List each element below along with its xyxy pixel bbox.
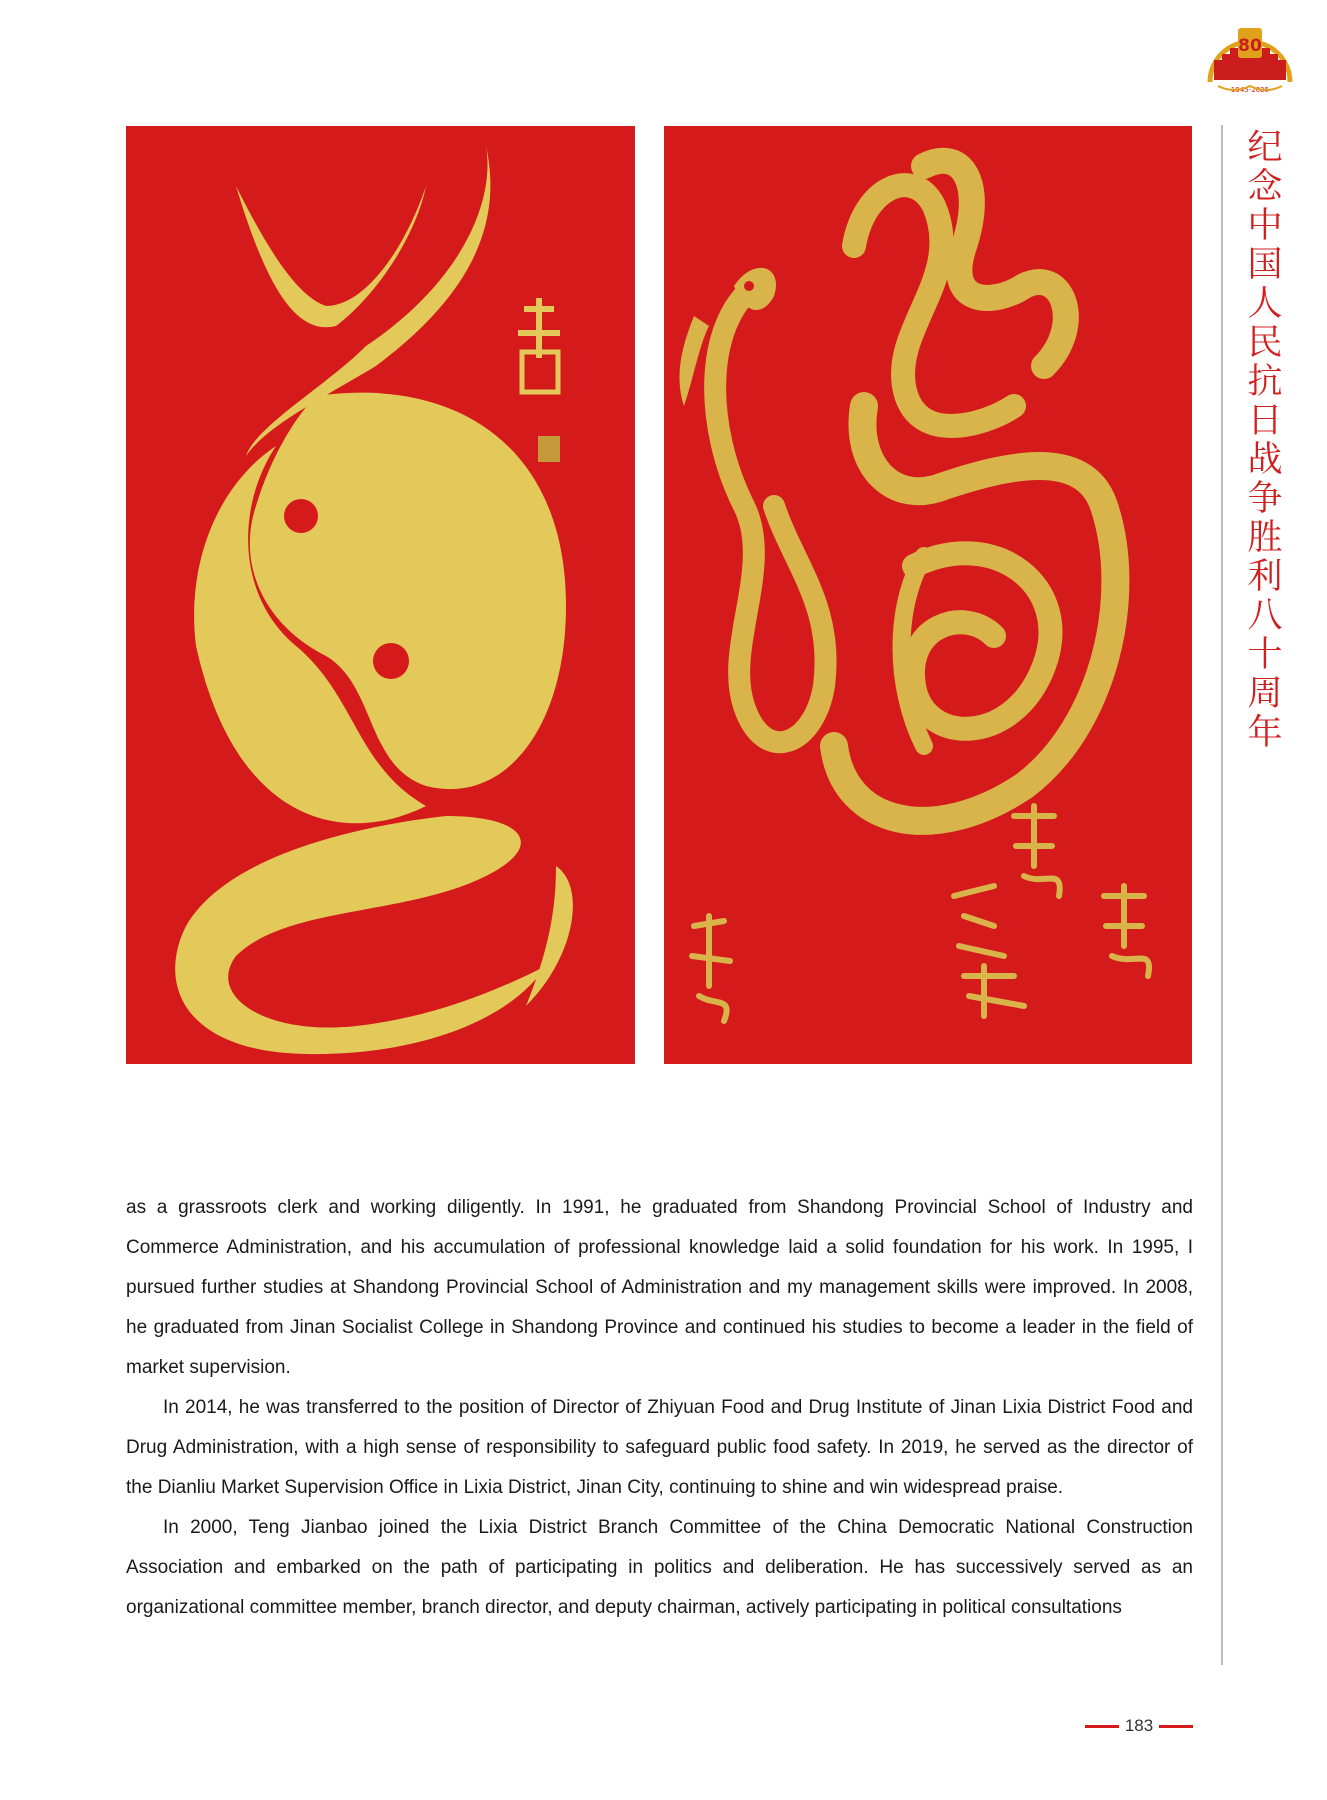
anniversary-emblem-icon [1204, 20, 1296, 98]
calligraphy-right-artwork [664, 126, 1192, 1064]
vertical-divider [1221, 125, 1223, 1665]
article-body [126, 1188, 1193, 1628]
paragraph-2: In 2014, he was transferred to the position of Director of Zhiyuan Food and Drug Institute of Jinan Lixia District Food and Drug Administration, with a high sense of responsibility to safeguard public food safety. In 2019, he served as the director of the Dianliu Market Supervision Office in Lixia District, Jinan City, continuing to shine and win widespread praise. [126, 1397, 1193, 1498]
page-number-bar-right [1159, 1725, 1193, 1728]
page-number [1082, 1712, 1196, 1740]
page-number-bar-left [1085, 1725, 1119, 1728]
page-number-text: 183 [1124, 1716, 1154, 1735]
paragraph-3: In 2000, Teng Jianbao joined the Lixia District Branch Committee of the China Democratic National Construction Association and embarked on the path of participating in politics and deliberation. He has successively served as an organizational committee member, branch director, and deputy chairman, actively participating in political consultations [126, 1517, 1193, 1618]
emblem-years: 1945-2025 [1230, 86, 1270, 94]
calligraphy-left-artwork [126, 126, 635, 1064]
side-title: 纪念中国人民抗日战争胜利八十周年 [1242, 128, 1282, 752]
emblem-number: 80 [1238, 36, 1262, 56]
paragraph-1: as a grassroots clerk and working diligently. In 1991, he graduated from Shandong Provincial School of Industry and Commerce Administration, and his accumulation of professional knowledge laid a solid foundation for his work. In 1995, I pursued further studies at Shandong Provincial School of Administration and my management skills were improved. In 2008, he graduated from Jinan Socialist College in Shandong Province and continued his studies to become a leader in the field of market supervision. [126, 1197, 1193, 1378]
